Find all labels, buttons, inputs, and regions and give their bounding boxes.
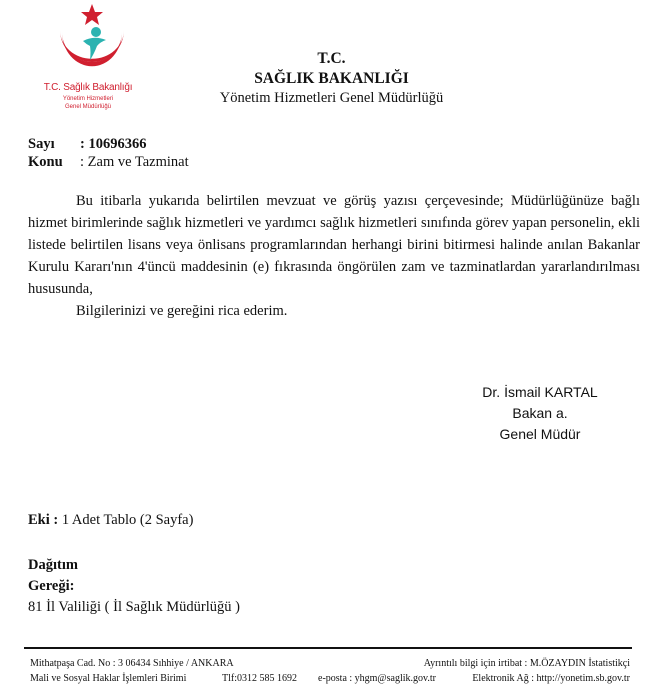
header-ministry: SAĞLIK BAKANLIĞI xyxy=(254,70,409,87)
footer-unit: Mali ve Sosyal Haklar İşlemleri Birimi xyxy=(30,673,187,684)
eki-value: 1 Adet Tablo (2 Sayfa) xyxy=(58,512,194,528)
footer-phone: Tlf:0312 585 1692 xyxy=(222,673,297,684)
footer-address: Mithatpaşa Cad. No : 3 06434 Sıhhiye / ANKARA xyxy=(30,658,234,669)
footer-divider xyxy=(24,647,632,649)
eki-label: Eki : xyxy=(28,512,59,528)
distribution-title: Dağıtım xyxy=(28,557,78,573)
logo-name: T.C. Sağlık Bakanlığı xyxy=(43,82,133,93)
letter-body xyxy=(28,190,640,322)
attachment-line xyxy=(28,512,193,529)
signer-name: Dr. İsmail KARTAL xyxy=(482,384,598,400)
header-tc: T.C. xyxy=(317,50,346,67)
footer-web: Elektronik Ağ : http://yonetim.sb.gov.tr xyxy=(472,673,630,684)
body-paragraph-1: Bu itibarla yukarıda belirtilen mevzuat ve görüş yazısı çerçevesinde; Müdürlüğünüze bağlı hizmet birimlerinde sağlık hizmetleri ve yardımcı sağlık hizmetleri sınıfında görev yapan personelin, ekli listede belirtilen lisans veya önlisans programlarından herhangi birini bitirmesi halinde anılan Bakanlar Kurulu Kararı'nın 4'üncü maddesinin (e) fıkrasında öngörülen zam ve tazminatlardan yararlandırılması hususunda, xyxy=(28,193,640,297)
konu-row xyxy=(28,154,189,171)
footer-email: e-posta : yhgm@saglik.gov.tr xyxy=(318,673,436,684)
sayi-row xyxy=(28,136,146,153)
konu-value: : Zam ve Tazminat xyxy=(80,154,189,170)
logo-subtitle-2: Genel Müdürlüğü xyxy=(64,104,112,110)
distribution-recipient: 81 İl Valiliği ( İl Sağlık Müdürlüğü ) xyxy=(28,599,240,615)
logo-subtitle-1: Yönetim Hizmetleri xyxy=(62,96,114,102)
sayi-value: : 10696366 xyxy=(80,136,147,152)
distribution-geregi: Gereği: xyxy=(28,578,75,594)
signer-role-1: Bakan a. xyxy=(512,405,568,421)
body-paragraph-2: Bilgilerinizi ve gereğini rica ederim. xyxy=(76,303,288,319)
footer-contact: Ayrıntılı bilgi için irtibat : M.ÖZAYDIN İstatistikçi xyxy=(423,658,630,669)
sayi-label: Sayı xyxy=(28,136,55,152)
distribution-block xyxy=(28,555,240,618)
konu-label: Konu xyxy=(28,154,63,170)
star-icon xyxy=(81,4,103,25)
footer-left xyxy=(30,656,234,686)
footer-right xyxy=(390,656,630,686)
signer-role-2: Genel Müdür xyxy=(499,426,581,442)
header-directorate: Yönetim Hizmetleri Genel Müdürlüğü xyxy=(219,90,444,106)
signature-block xyxy=(440,382,640,445)
